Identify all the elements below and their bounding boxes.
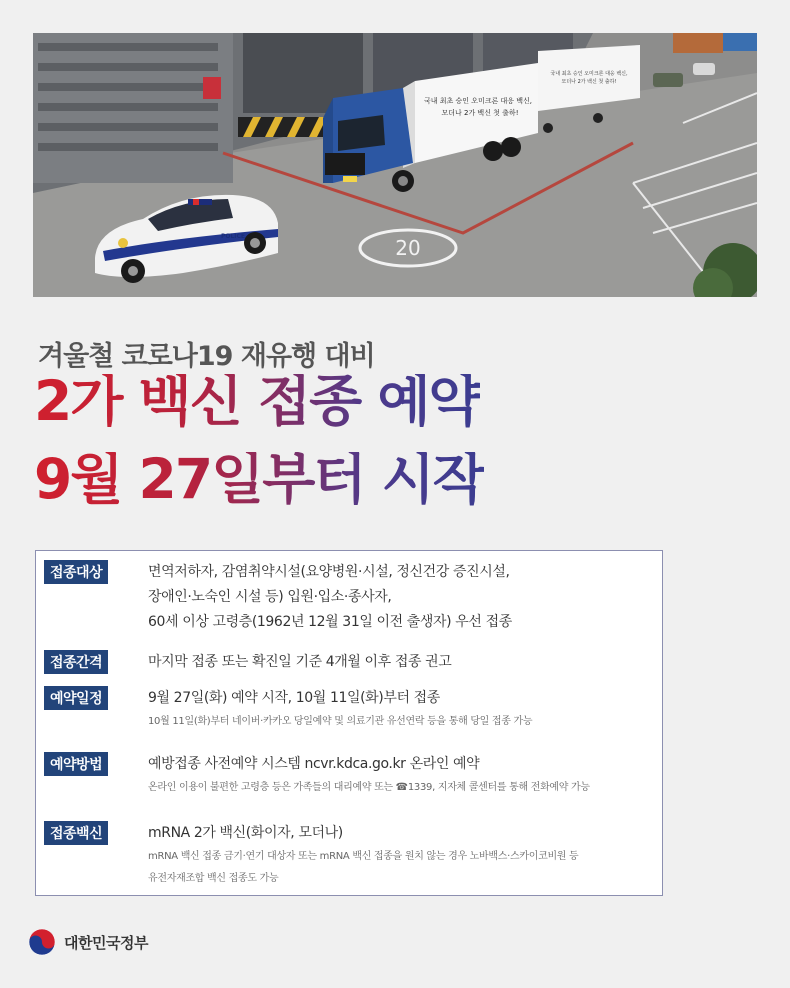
info-row-schedule <box>44 686 654 736</box>
info-text: 60세 이상 고령층(1962년 12월 31일 이전 출생자) 우선 접종 <box>148 614 512 630</box>
info-content-interval <box>148 650 654 675</box>
info-label-target: 접종대상 <box>44 560 108 584</box>
hero-photo <box>33 33 757 297</box>
info-subtext: 온라인 이용이 불편한 고령층 등은 가족들의 대리예약 또는 ☎1339, 지자체 콜센터를 통해 전화예약 가능 <box>148 782 590 793</box>
info-text: 9월 27일(화) 예약 시작, 10월 11일(화)부터 접종 <box>148 690 440 706</box>
info-label-schedule: 예약일정 <box>44 686 108 710</box>
info-content-method <box>148 752 654 799</box>
info-label-method: 예약방법 <box>44 752 108 776</box>
info-content-schedule <box>148 686 654 733</box>
info-subtext: mRNA 백신 접종 금기·연기 대상자 또는 mRNA 백신 접종을 원치 않는 경우 노바백스·스카이코비원 등 <box>148 851 579 862</box>
info-text: 면역저하자, 감염취약시설(요양병원·시설, 정신건강 증진시설, <box>148 564 510 580</box>
government-logo <box>28 928 148 956</box>
government-name: 대한민국정부 <box>64 933 148 952</box>
info-text: mRNA 2가 백신(화이자, 모더나) <box>148 825 343 841</box>
police-car-label: POLICE <box>220 233 246 240</box>
taegeuk-icon <box>28 928 56 956</box>
info-row-target <box>44 560 654 640</box>
info-subtext: 10월 11일(화)부터 네이버·카카오 당일예약 및 의료기관 유선연락 등을 통해 당일 접종 가능 <box>148 716 533 727</box>
info-row-method <box>44 752 654 802</box>
truck-convoy-illustration <box>33 33 757 297</box>
info-text: 마지막 접종 또는 확진일 기준 4개월 이후 접종 권고 <box>148 654 452 670</box>
info-label-vaccine: 접종백신 <box>44 821 108 845</box>
info-subtext: 유전자재조합 백신 접종도 가능 <box>148 873 279 884</box>
info-row-interval <box>44 650 654 678</box>
info-content-vaccine <box>148 821 654 890</box>
road-marking-number: 20 <box>395 236 421 260</box>
svg-text:모더나 2가 백신 첫 출하!: 모더나 2가 백신 첫 출하! <box>561 79 617 85</box>
page-subtitle: 겨울철 코로나19 재유행 대비 <box>38 341 375 372</box>
info-label-interval: 접종간격 <box>44 650 108 674</box>
truck-sign-line-2: 모더나 2가 백신 첫 출하! <box>441 109 519 117</box>
info-text: 예방접종 사전예약 시스템 ncvr.kdca.go.kr 온라인 예약 <box>148 756 480 772</box>
truck-sign-line-1: 국내 최초 승인 오미크론 대응 백신, <box>423 97 533 105</box>
info-content-target <box>148 560 654 635</box>
info-text: 장애인·노숙인 시설 등) 입원·입소·종사자, <box>148 589 392 605</box>
info-row-vaccine <box>44 821 654 893</box>
page-title-line-1: 2가 백신 접종 예약 <box>34 369 480 433</box>
vaccination-info-box <box>35 550 663 896</box>
svg-text:국내 최초 승인 오미크론 대응 백신,: 국내 최초 승인 오미크론 대응 백신, <box>550 71 628 77</box>
page-title-line-2: 9월 27일부터 시작 <box>34 447 484 511</box>
